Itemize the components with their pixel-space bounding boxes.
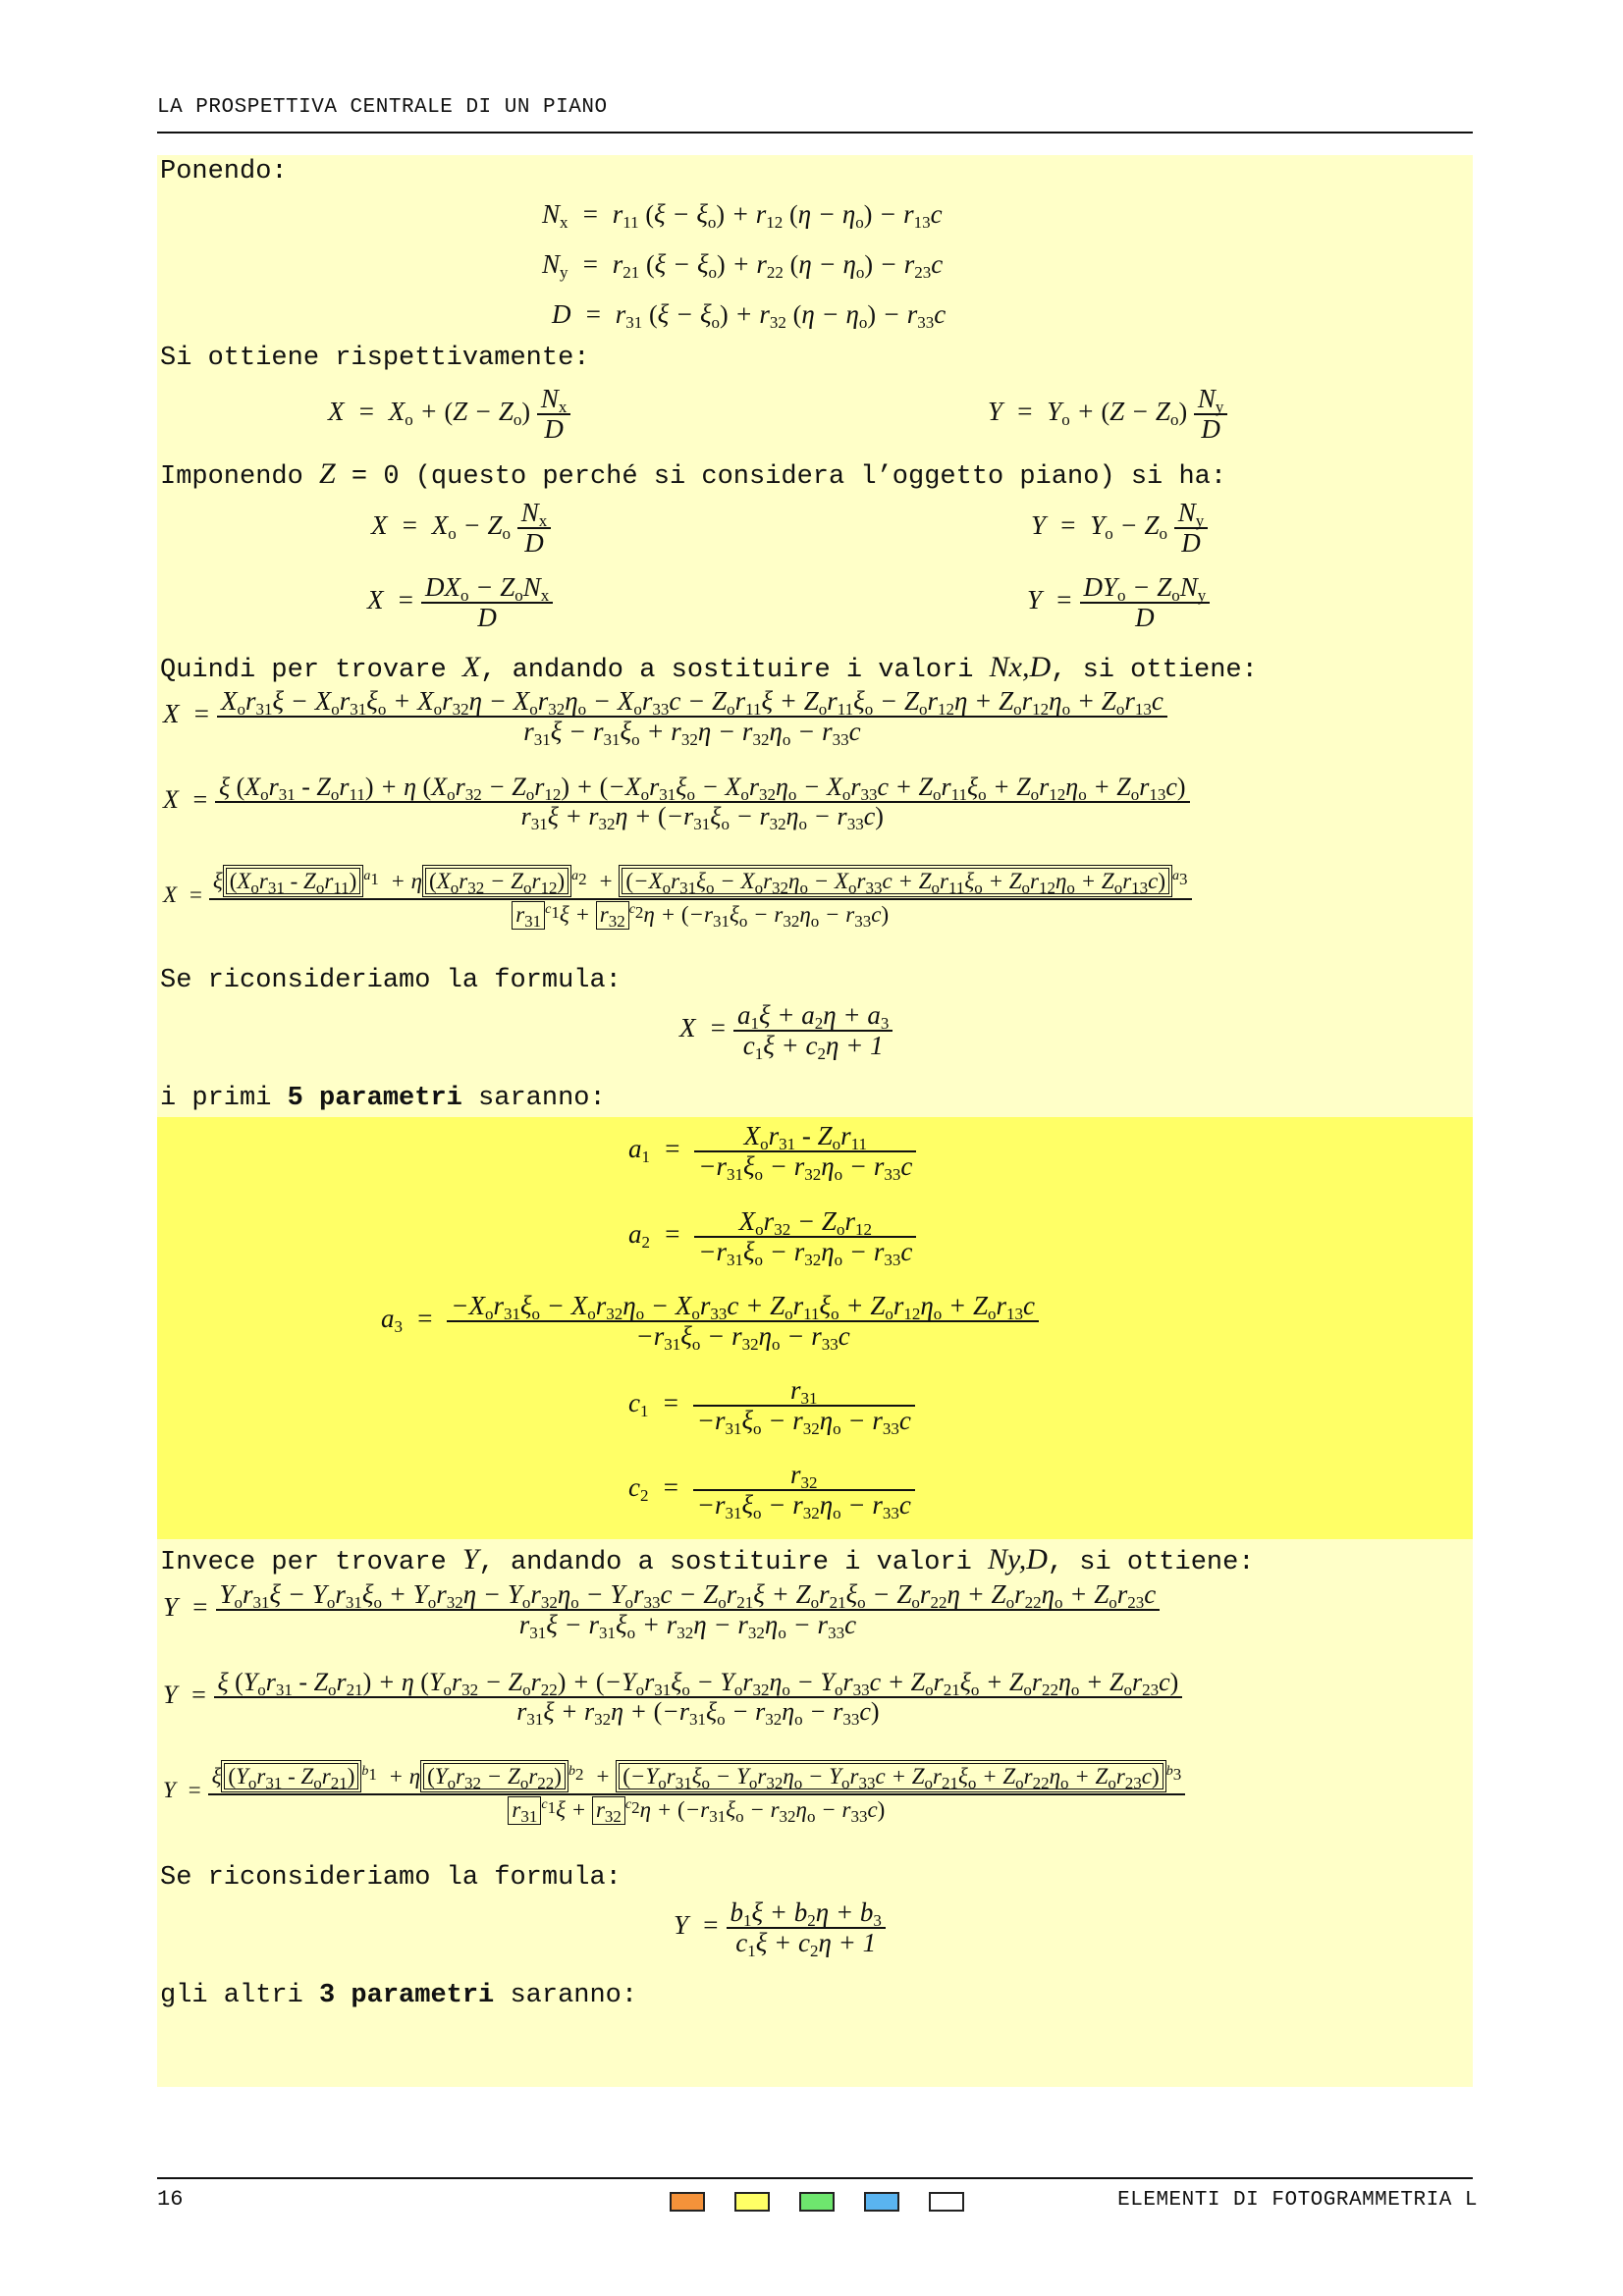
equation-y-projective: Y = $\frac{b_1\xi + b_2\eta + b_3}{c_1\xi + c_2\eta + 1}$: [674, 1898, 886, 1957]
equation-x-boxed: X = ξ $(X_or_{31} - Z_or_{11}) ^{a_1} + \eta$ $(X_or_{32} - Z_or_{12}) ^{a_2} + (-X_or_{31}\xi_o - X_or_{32}\eta_o - X_or_{33}c + Z_or_{11}\xi_o + Z_or_{12}\eta_o + Z_or_{13}c)$ $^{a_3}$ $r_{31}^{c_1}\xi + r_{32}^{c_2}\eta + (-r_{31}\xi_o - r_{32}\eta_o - r_{33}c)$: [163, 864, 1192, 931]
text-se-riconsideriamo-1: Se riconsideriamo la formula:: [160, 966, 622, 995]
running-header: LA PROSPETTIVA CENTRALE DI UN PIANO: [157, 96, 608, 119]
equation-x-plane: $X = X_o - Z_o$ $\frac{N_x}{D}$: [371, 499, 551, 558]
text-primi-parametri: i primi 5 parametri saranno:: [160, 1084, 606, 1113]
equation-x-grouped: X = ξ $(X_or_{31} - Z_or_{11}) + \eta$ $(X_or_{32} - Z_or_{12}) + (-X_or_{31}\xi_o - X_or_{32}\eta_o - X_or_{33}c + Z_or_{11}\xi_o + Z_or_{12}\eta_o + Z_or_{13}c)$ $r_{31}\xi + r_{32}\eta + (-r_{31}\xi_o - r_{32}\eta_o - r_{33}c)$: [163, 774, 1190, 830]
header-rule: [157, 132, 1473, 133]
text-altri-parametri: gli altri 3 parametri saranno:: [160, 1981, 638, 2010]
text-quindi-x: Quindi per trovare X, andando a sostituire i valori Nx,D, si ottiene:: [160, 651, 1258, 685]
equation-y-plane-expanded: Y = $DY_o - Z_oN_y$ D: [1027, 573, 1210, 632]
color-swatch-white: [929, 2192, 964, 2212]
equation-nx: $N_x = r_{11}$ $(\xi - \xi_o) + r_{12}$ $(\eta - \eta_o) - r_{13}c$: [542, 199, 943, 232]
text-si-ottiene: Si ottiene rispettivamente:: [160, 344, 590, 373]
text-se-riconsideriamo-2: Se riconsideriamo la formula:: [160, 1863, 622, 1893]
equation-a2: $a_2$ = $X_or_{32} - Z_or_{12}$ $-r_{31}\xi_o - r_{32}\eta_o - r_{33}c$: [628, 1207, 916, 1266]
text-imponendo: Imponendo Z = 0 (questo perché si considera l’oggetto piano) si ha:: [160, 457, 1227, 492]
color-swatch-blue: [864, 2192, 899, 2212]
footer-title: ELEMENTI DI FOTOGRAMMETRIA L: [1117, 2189, 1478, 2212]
equation-c2: $c_2$ = $\frac{r_{32}}{-r_{31}\xi_o - r_{32}\eta_o - r_{33}c}$: [628, 1461, 915, 1520]
equation-a3: $a_3$ = $-X_or_{31}\xi_o - X_or_{32}\eta_o - X_or_{33}c + Z_or_{11}\xi_o + Z_or_{12}\eta_o + Z_or_{13}c$ $-r_{31}\xi_o - r_{32}\eta_o - r_{33}c$: [381, 1292, 1039, 1351]
equation-y-grouped: Y = ξ $(Y_or_{31} - Z_or_{21}) + \eta$ $(Y_or_{32} - Z_or_{22}) + (-Y_or_{31}\xi_o - Y_or_{32}\eta_o - Y_or_{33}c + Z_or_{21}\xi_o + Z_or_{22}\eta_o + Z_or_{23}c)$ $r_{31}\xi + r_{32}\eta + (-r_{31}\xi_o - r_{32}\eta_o - r_{33}c)$: [163, 1669, 1182, 1726]
equation-x-plane-expanded: X = $DX_o - Z_oN_x$ D: [367, 573, 553, 632]
equation-x-full: X = $X_or_{31}\xi - X_or_{31}\xi_o + X_or_{32}\eta - X_or_{32}\eta_o - X_or_{33}c - Z_or_{11}\xi + Z_or_{11}\xi_o - Z_or_{12}\eta + Z_or_{12}\eta_o + Z_or_{13}c$ $r_{31}\xi - r_{31}\xi_o + r_{32}\eta - r_{32}\eta_o - r_{33}c$: [163, 687, 1167, 746]
color-swatch-orange: [670, 2192, 705, 2212]
equation-a1: $a_1$ = $X_or_{31} - Z_or_{11}$ $-r_{31}\xi_o - r_{32}\eta_o - r_{33}c$: [628, 1122, 916, 1181]
color-swatch-yellow: [734, 2192, 770, 2212]
page-number: 16: [157, 2187, 184, 2212]
color-swatch-green: [799, 2192, 835, 2212]
equation-c1: $c_1$ = $\frac{r_{31}}{-r_{31}\xi_o - r_{32}\eta_o - r_{33}c}$: [628, 1376, 915, 1435]
text-invece-y: Invece per trovare Y, andando a sostituire i valori Ny,D, si ottiene:: [160, 1543, 1255, 1577]
equation-d: $D = r_{31}$ $(\xi - \xi_o) + r_{32}$ $(\eta - \eta_o) - r_{33}c$: [552, 299, 947, 332]
footer-rule: [157, 2177, 1473, 2179]
equation-y-collinearity: $Y = Y_o + (Z - Z_o)$ $\frac{N_y}{D}$: [988, 385, 1227, 444]
equation-x-projective: X = $\frac{a_1\xi + a_2\eta + a_3}{c_1\xi + c_2\eta + 1}$: [679, 1001, 893, 1060]
equation-y-plane: $Y = Y_o - Z_o$ $\frac{N_y}{D}$: [1031, 499, 1208, 558]
equation-ny: $N_y = r_{21}$ $(\xi - \xi_o) + r_{22}$ $(\eta - \eta_o) - r_{23}c$: [542, 249, 944, 282]
equation-y-full: Y = $Y_or_{31}\xi - Y_or_{31}\xi_o + Y_or_{32}\eta - Y_or_{32}\eta_o - Y_or_{33}c - Z_or_{21}\xi + Z_or_{21}\xi_o - Z_or_{22}\eta + Z_or_{22}\eta_o + Z_or_{23}c$ $r_{31}\xi - r_{31}\xi_o + r_{32}\eta - r_{32}\eta_o - r_{33}c$: [163, 1580, 1160, 1639]
equation-x-collinearity: $X = X_o + (Z - Z_o)$ $\frac{N_x}{D}$: [328, 385, 570, 444]
equation-y-boxed: Y = ξ $(Y_or_{31} - Z_or_{21}) ^{b_1} + \eta$ $(Y_or_{32} - Z_or_{22}) ^{b_2} + (-Y_or_{31}\xi_o - Y_or_{32}\eta_o - Y_or_{33}c + Z_or_{21}\xi_o + Z_or_{22}\eta_o + Z_or_{23}c)$ $^{b_3}$ $r_{31}^{c_1}\xi + r_{32}^{c_2}\eta + (-r_{31}\xi_o - r_{32}\eta_o - r_{33}c)$: [163, 1759, 1185, 1826]
text-ponendo: Ponendo:: [160, 157, 288, 187]
